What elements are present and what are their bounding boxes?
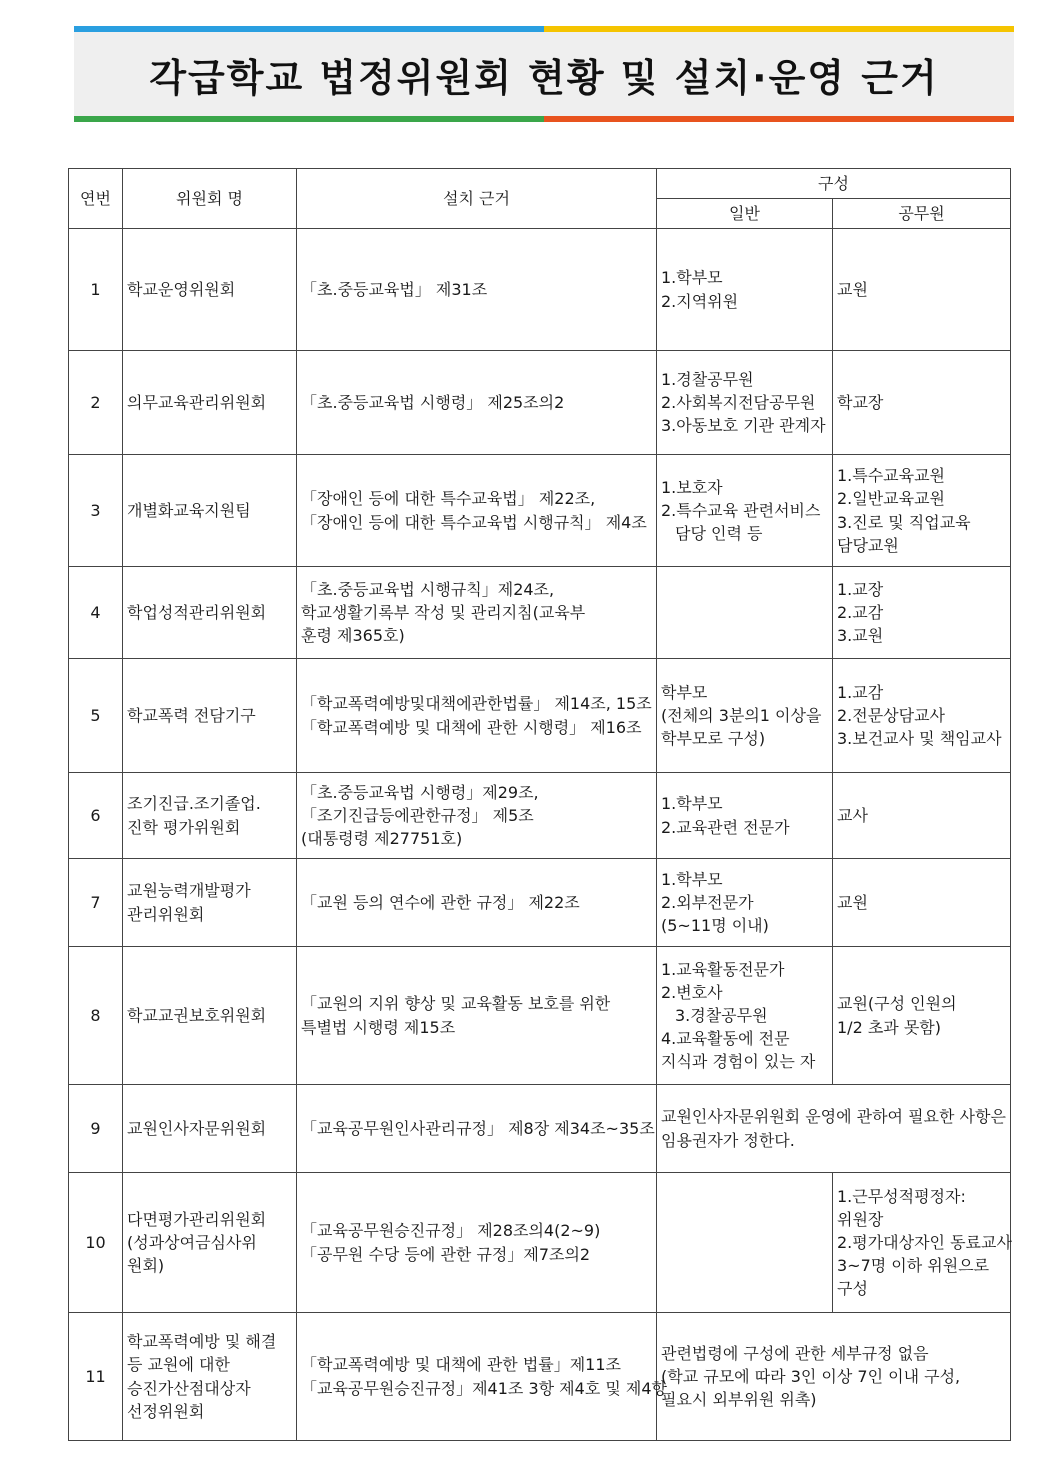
establishment-basis-line: 「초.중등교육법 시행령」 제25조의2 bbox=[301, 392, 565, 412]
committee-name bbox=[123, 659, 297, 773]
composition-official-line: 교원 bbox=[837, 892, 868, 912]
table-row bbox=[69, 351, 1011, 455]
committee-name-line: 학교교권보호위원회 bbox=[127, 1005, 267, 1025]
composition-official bbox=[833, 567, 1011, 659]
table-row bbox=[69, 773, 1011, 859]
composition-general-line: (전체의 3분의1 이상을 bbox=[661, 705, 822, 725]
composition-general bbox=[657, 229, 833, 351]
header-name: 위원회 명 bbox=[123, 169, 297, 229]
composition-official-line: 교원 bbox=[837, 279, 868, 299]
establishment-basis-line: 「초.중등교육법」 제31조 bbox=[301, 279, 488, 299]
row-number: 6 bbox=[69, 773, 123, 859]
committee-name bbox=[123, 947, 297, 1085]
committee-name-line: 학교폭력 전담기구 bbox=[127, 705, 256, 725]
table-row bbox=[69, 229, 1011, 351]
table-row bbox=[69, 1173, 1011, 1313]
establishment-basis-line: (대통령령 제27751호) bbox=[301, 829, 463, 849]
composition-general-line: 2.교육관련 전문가 bbox=[661, 817, 790, 837]
composition-general-line: 2.지역위원 bbox=[661, 291, 739, 311]
composition-note-line: 필요시 외부위원 위촉) bbox=[661, 1390, 817, 1410]
row-number: 3 bbox=[69, 455, 123, 567]
committee-name-line: 의무교육관리위원회 bbox=[127, 392, 267, 412]
composition-official-line: 1/2 초과 못함) bbox=[837, 1017, 941, 1037]
committee-name-line: 다면평가관리위원회 bbox=[127, 1209, 267, 1229]
composition-official bbox=[833, 455, 1011, 567]
committee-name-line: 학업성적관리위원회 bbox=[127, 602, 267, 622]
composition-note-line: 교원인사자문위원회 운영에 관하여 필요한 사항은 bbox=[661, 1107, 1006, 1127]
composition-official bbox=[833, 947, 1011, 1085]
committee-table bbox=[68, 168, 1011, 1441]
composition-general-line: 지식과 경험이 있는 자 bbox=[661, 1052, 816, 1072]
composition-note-line: 임용권자가 정한다. bbox=[661, 1130, 795, 1150]
committee-name-line: 선정위원회 bbox=[127, 1401, 205, 1421]
committee-name-line: 교원능력개발평가 bbox=[127, 881, 251, 901]
table-row bbox=[69, 567, 1011, 659]
composition-general-line: 2.변호사 bbox=[661, 982, 723, 1002]
composition-official-line: 담당교원 bbox=[837, 535, 899, 555]
composition-general bbox=[657, 773, 833, 859]
committee-name bbox=[123, 859, 297, 947]
composition-general bbox=[657, 351, 833, 455]
title-banner bbox=[74, 26, 1014, 122]
composition-general-line: 1.학부모 bbox=[661, 268, 723, 288]
composition-general-line: 2.사회복지전담공무원 bbox=[661, 392, 816, 412]
committee-name bbox=[123, 773, 297, 859]
composition-official-line: 구성 bbox=[837, 1279, 868, 1299]
composition-general-line: 담당 인력 등 bbox=[675, 524, 763, 544]
composition-official-line: 1.근무성적평정자: bbox=[837, 1186, 966, 1206]
establishment-basis bbox=[297, 567, 657, 659]
composition-general-line: 4.교육활동에 전문 bbox=[661, 1029, 790, 1049]
composition-official bbox=[833, 659, 1011, 773]
page-title: 각급학교 법정위원회 현황 및 설치·운영 근거 bbox=[149, 55, 939, 100]
header-official: 공무원 bbox=[833, 199, 1011, 229]
composition-general-line: 1.학부모 bbox=[661, 869, 723, 889]
committee-name bbox=[123, 567, 297, 659]
composition-official bbox=[833, 1173, 1011, 1313]
composition-general bbox=[657, 659, 833, 773]
establishment-basis-line: 훈령 제365호) bbox=[301, 626, 405, 646]
committee-name-line: 학교운영위원회 bbox=[127, 279, 236, 299]
composition-note bbox=[657, 1313, 1011, 1441]
header-basis: 설치 근거 bbox=[297, 169, 657, 229]
committee-name bbox=[123, 351, 297, 455]
composition-official bbox=[833, 351, 1011, 455]
composition-general-line: 학부모 bbox=[661, 682, 708, 702]
row-number: 1 bbox=[69, 229, 123, 351]
table-body bbox=[69, 229, 1011, 1441]
establishment-basis bbox=[297, 455, 657, 567]
composition-official-line: 2.평가대상자인 동료교사 bbox=[837, 1232, 1012, 1252]
table-row bbox=[69, 947, 1011, 1085]
composition-general-line: 학부모로 구성) bbox=[661, 729, 766, 749]
bar-orange-segment bbox=[544, 116, 1014, 122]
establishment-basis-line: 특별법 시행령 제15조 bbox=[301, 1017, 456, 1037]
composition-general-line: 1.학부모 bbox=[661, 794, 723, 814]
establishment-basis-line: 「교육공무원승진규정」 제28조의4(2~9) bbox=[301, 1221, 601, 1241]
row-number: 2 bbox=[69, 351, 123, 455]
committee-name-line: 교원인사자문위원회 bbox=[127, 1118, 267, 1138]
row-number: 11 bbox=[69, 1313, 123, 1441]
composition-general bbox=[657, 859, 833, 947]
committee-name-line: 원회) bbox=[127, 1256, 165, 1276]
establishment-basis-line: 「교원의 지위 향상 및 교육활동 보호를 위한 bbox=[301, 994, 611, 1014]
composition-official bbox=[833, 773, 1011, 859]
establishment-basis-line: 학교생활기록부 작성 및 관리지침(교육부 bbox=[301, 602, 586, 622]
table-row bbox=[69, 1313, 1011, 1441]
composition-general-line: 1.보호자 bbox=[661, 477, 723, 497]
composition-official-line: 교사 bbox=[837, 805, 868, 825]
composition-general bbox=[657, 455, 833, 567]
committee-name-line: 등 교원에 대한 bbox=[127, 1355, 230, 1375]
composition-official-line: 위원장 bbox=[837, 1209, 884, 1229]
establishment-basis-line: 「장애인 등에 대한 특수교육법」 제22조, bbox=[301, 489, 596, 509]
composition-general-line: 1.교육활동전문가 bbox=[661, 959, 785, 979]
row-number: 10 bbox=[69, 1173, 123, 1313]
composition-general bbox=[657, 1173, 833, 1313]
committee-name-line: 개별화교육지원팀 bbox=[127, 500, 251, 520]
committee-name-line: 관리위원회 bbox=[127, 904, 205, 924]
composition-general-line: 3.경찰공무원 bbox=[675, 1005, 768, 1025]
composition-official-line: 교원(구성 인원의 bbox=[837, 994, 957, 1014]
committee-name-line: 진학 평가위원회 bbox=[127, 817, 241, 837]
row-number: 8 bbox=[69, 947, 123, 1085]
committee-name-line: (성과상여금심사위 bbox=[127, 1232, 257, 1252]
committee-name-line: 승진가산점대상자 bbox=[127, 1378, 251, 1398]
composition-official-line: 2.교감 bbox=[837, 602, 884, 622]
committee-name bbox=[123, 1085, 297, 1173]
committee-name bbox=[123, 229, 297, 351]
banner-bottom-bar bbox=[74, 116, 1014, 122]
committee-name-line: 학교폭력예방 및 해결 bbox=[127, 1332, 277, 1352]
row-number: 5 bbox=[69, 659, 123, 773]
establishment-basis-line: 「조기진급등에관한규정」 제5조 bbox=[301, 805, 534, 825]
composition-note-line: (학교 규모에 따라 3인 이상 7인 이내 구성, bbox=[661, 1366, 961, 1386]
establishment-basis bbox=[297, 947, 657, 1085]
table-row bbox=[69, 455, 1011, 567]
establishment-basis bbox=[297, 773, 657, 859]
committee-name bbox=[123, 1173, 297, 1313]
composition-note-line: 관련법령에 구성에 관한 세부규정 없음 bbox=[661, 1343, 929, 1363]
composition-official-line: 1.교장 bbox=[837, 579, 884, 599]
establishment-basis bbox=[297, 1085, 657, 1173]
header-general: 일반 bbox=[657, 199, 833, 229]
composition-general-line: 2.외부전문가 bbox=[661, 892, 754, 912]
bar-green-segment bbox=[74, 116, 544, 122]
committee-name bbox=[123, 455, 297, 567]
composition-general-line: 3.아동보호 기관 관계자 bbox=[661, 416, 826, 436]
table-row bbox=[69, 1085, 1011, 1173]
header-composition: 구성 bbox=[657, 169, 1011, 199]
establishment-basis bbox=[297, 351, 657, 455]
table-row bbox=[69, 659, 1011, 773]
composition-general bbox=[657, 567, 833, 659]
header-no: 연번 bbox=[69, 169, 123, 229]
establishment-basis-line: 「학교폭력예방 및 대책에 관한 법률」제11조 bbox=[301, 1355, 621, 1375]
establishment-basis-line: 「교육공무원승진규정」제41조 3항 제4호 및 제4항 bbox=[301, 1378, 667, 1398]
row-number: 9 bbox=[69, 1085, 123, 1173]
composition-general bbox=[657, 947, 833, 1085]
composition-general-line: 2.특수교육 관련서비스 bbox=[661, 500, 821, 520]
committee-name-line: 조기진급.조기졸업. bbox=[127, 794, 261, 814]
row-number: 7 bbox=[69, 859, 123, 947]
composition-note bbox=[657, 1085, 1011, 1173]
establishment-basis bbox=[297, 659, 657, 773]
establishment-basis bbox=[297, 1313, 667, 1441]
composition-official-line: 3.진로 및 직업교육 bbox=[837, 512, 971, 532]
composition-official-line: 3.교원 bbox=[837, 626, 884, 646]
establishment-basis-line: 「학교폭력예방및대책에관한법률」 제14조, 15조 bbox=[301, 694, 652, 714]
composition-official-line: 1.교감 bbox=[837, 682, 884, 702]
establishment-basis-line: 「교육공무원인사관리규정」 제8장 제34조~35조 bbox=[301, 1118, 655, 1138]
establishment-basis bbox=[297, 1173, 657, 1313]
composition-official-line: 3~7명 이하 위원으로 bbox=[837, 1256, 990, 1276]
table-row bbox=[69, 859, 1011, 947]
composition-general-line: (5~11명 이내) bbox=[661, 916, 769, 936]
establishment-basis-line: 「초.중등교육법 시행령」제29조, bbox=[301, 782, 539, 802]
establishment-basis bbox=[297, 859, 657, 947]
composition-official-line: 학교장 bbox=[837, 392, 884, 412]
composition-official bbox=[833, 859, 1011, 947]
committee-name bbox=[123, 1313, 297, 1441]
establishment-basis-line: 「교원 등의 연수에 관한 규정」 제22조 bbox=[301, 892, 580, 912]
establishment-basis bbox=[297, 229, 657, 351]
composition-official-line: 3.보건교사 및 책임교사 bbox=[837, 729, 1002, 749]
banner-body bbox=[74, 32, 1014, 116]
composition-official-line: 2.전문상담교사 bbox=[837, 705, 946, 725]
establishment-basis-line: 「공무원 수당 등에 관한 규정」제7조의2 bbox=[301, 1244, 591, 1264]
composition-official bbox=[833, 229, 1011, 351]
composition-official-line: 1.특수교육교원 bbox=[837, 466, 946, 486]
establishment-basis-line: 「장애인 등에 대한 특수교육법 시행규칙」 제4조 bbox=[301, 512, 647, 532]
composition-general-line: 1.경찰공무원 bbox=[661, 369, 754, 389]
composition-official-line: 2.일반교육교원 bbox=[837, 489, 946, 509]
establishment-basis-line: 「학교폭력예방 및 대책에 관한 시행령」 제16조 bbox=[301, 717, 642, 737]
establishment-basis-line: 「초.중등교육법 시행규칙」제24조, bbox=[301, 579, 555, 599]
row-number: 4 bbox=[69, 567, 123, 659]
